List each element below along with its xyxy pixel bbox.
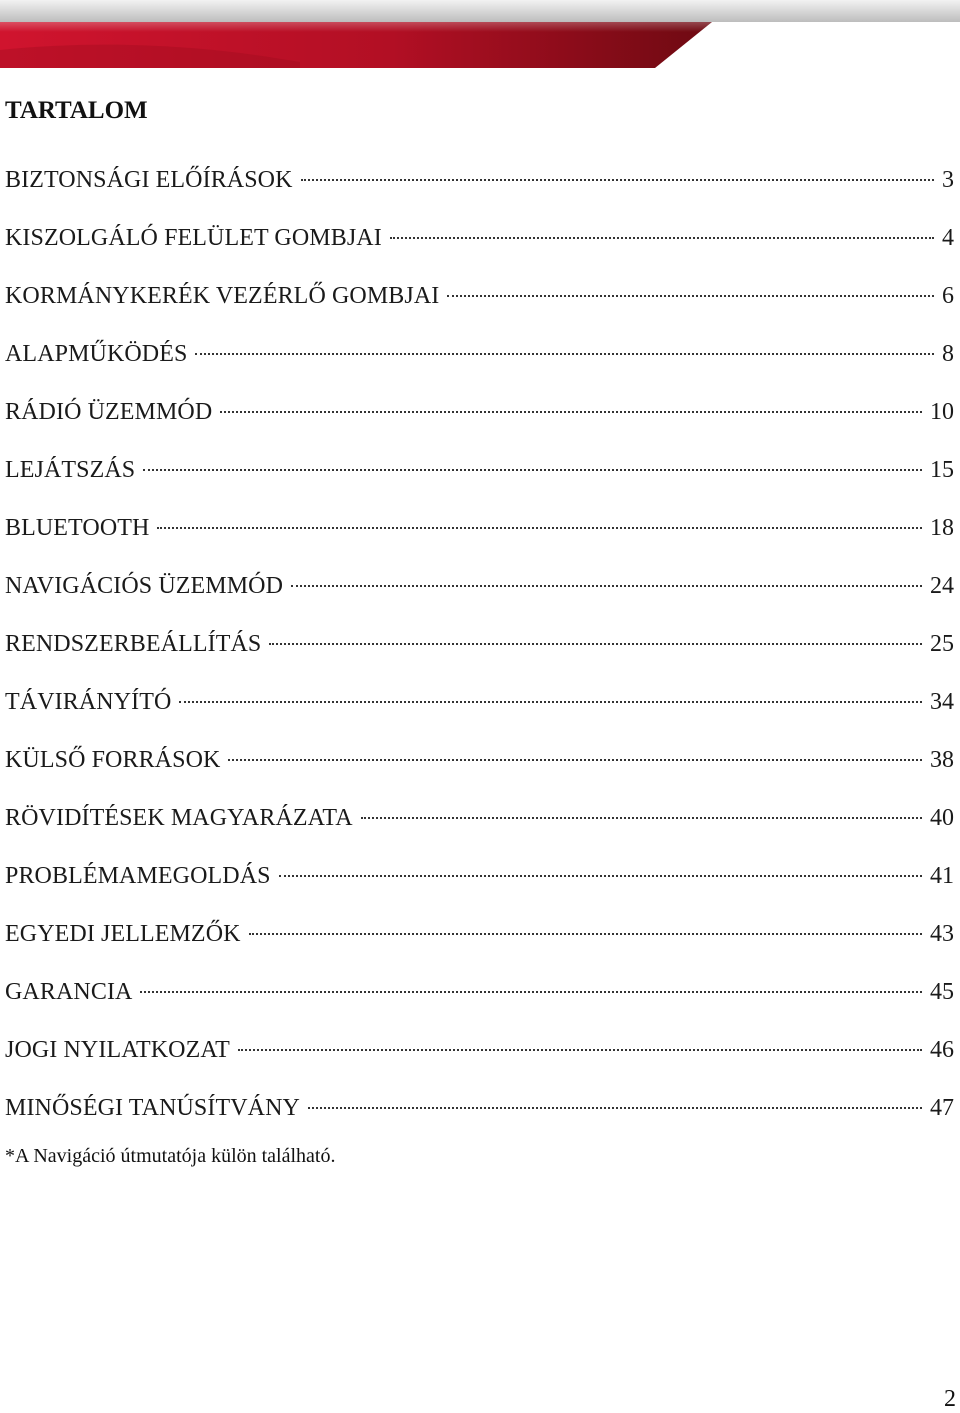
toc-entry[interactable] — [5, 503, 954, 561]
toc-entry-page: 41 — [930, 863, 954, 889]
toc-entry[interactable] — [5, 619, 954, 677]
toc-entry[interactable] — [5, 851, 954, 909]
toc-entry-page: 18 — [930, 515, 954, 541]
toc-entry[interactable] — [5, 1083, 954, 1141]
toc-entry-title: KÜLSŐ FORRÁSOK — [5, 747, 221, 773]
dot-leader — [361, 787, 922, 819]
dot-leader — [301, 149, 934, 181]
dot-leader — [238, 1019, 922, 1051]
toc-entry[interactable] — [5, 213, 954, 271]
dot-leader — [228, 729, 922, 761]
toc-entry-title: KORMÁNYKERÉK VEZÉRLŐ GOMBJAI — [5, 283, 440, 309]
dot-leader — [143, 439, 922, 471]
header-banner — [0, 0, 960, 68]
toc-entry-title: RÖVIDÍTÉSEK MAGYARÁZATA — [5, 805, 353, 831]
toc-entry[interactable] — [5, 445, 954, 503]
dot-leader — [195, 323, 934, 355]
toc-entry-title: RÁDIÓ ÜZEMMÓD — [5, 399, 213, 425]
dot-leader — [140, 961, 922, 993]
dot-leader — [447, 265, 934, 297]
toc-entry-page: 43 — [930, 921, 954, 947]
toc-entry[interactable] — [5, 155, 954, 213]
footnote: *A Navigáció útmutatója külön található. — [5, 1145, 336, 1167]
toc-entry-page: 45 — [930, 979, 954, 1005]
toc-entry-title: BIZTONSÁGI ELŐÍRÁSOK — [5, 167, 293, 193]
toc-entry[interactable] — [5, 329, 954, 387]
toc-entry[interactable] — [5, 909, 954, 967]
toc-entry-page: 6 — [942, 283, 954, 309]
page-title: TARTALOM — [5, 97, 148, 124]
toc-entry-title: KISZOLGÁLÓ FELÜLET GOMBJAI — [5, 225, 382, 251]
dot-leader — [220, 381, 922, 413]
toc-entry-title: GARANCIA — [5, 979, 133, 1005]
table-of-contents — [5, 155, 954, 1141]
toc-entry[interactable] — [5, 271, 954, 329]
toc-entry[interactable] — [5, 1025, 954, 1083]
toc-entry-title: BLUETOOTH — [5, 515, 150, 541]
toc-entry-title: MINŐSÉGI TANÚSÍTVÁNY — [5, 1095, 300, 1121]
dot-leader — [179, 671, 922, 703]
dot-leader — [279, 845, 922, 877]
toc-entry-page: 25 — [930, 631, 954, 657]
toc-entry-page: 34 — [930, 689, 954, 715]
page-number: 2 — [944, 1386, 956, 1412]
dot-leader — [249, 903, 922, 935]
toc-entry-page: 4 — [942, 225, 954, 251]
toc-entry[interactable] — [5, 735, 954, 793]
toc-entry-page: 38 — [930, 747, 954, 773]
toc-entry-page: 24 — [930, 573, 954, 599]
dot-leader — [390, 207, 934, 239]
toc-entry[interactable] — [5, 967, 954, 1025]
dot-leader — [291, 555, 922, 587]
dot-leader — [157, 497, 922, 529]
toc-entry-page: 10 — [930, 399, 954, 425]
toc-entry[interactable] — [5, 793, 954, 851]
toc-entry-title: EGYEDI JELLEMZŐK — [5, 921, 241, 947]
toc-entry-page: 3 — [942, 167, 954, 193]
toc-entry-page: 8 — [942, 341, 954, 367]
toc-entry[interactable] — [5, 561, 954, 619]
toc-entry-title: NAVIGÁCIÓS ÜZEMMÓD — [5, 573, 284, 599]
toc-entry-page: 40 — [930, 805, 954, 831]
toc-entry[interactable] — [5, 387, 954, 445]
toc-entry-title: PROBLÉMAMEGOLDÁS — [5, 863, 271, 889]
dot-leader — [308, 1077, 922, 1109]
toc-entry-title: JOGI NYILATKOZAT — [5, 1037, 230, 1063]
toc-entry-title: RENDSZERBEÁLLÍTÁS — [5, 631, 262, 657]
toc-entry-page: 46 — [930, 1037, 954, 1063]
toc-entry-page: 15 — [930, 457, 954, 483]
toc-entry[interactable] — [5, 677, 954, 735]
toc-entry-title: LEJÁTSZÁS — [5, 457, 136, 483]
toc-entry-page: 47 — [930, 1095, 954, 1121]
dot-leader — [269, 613, 922, 645]
toc-entry-title: TÁVIRÁNYÍTÓ — [5, 689, 172, 715]
toc-entry-title: ALAPMŰKÖDÉS — [5, 341, 188, 367]
